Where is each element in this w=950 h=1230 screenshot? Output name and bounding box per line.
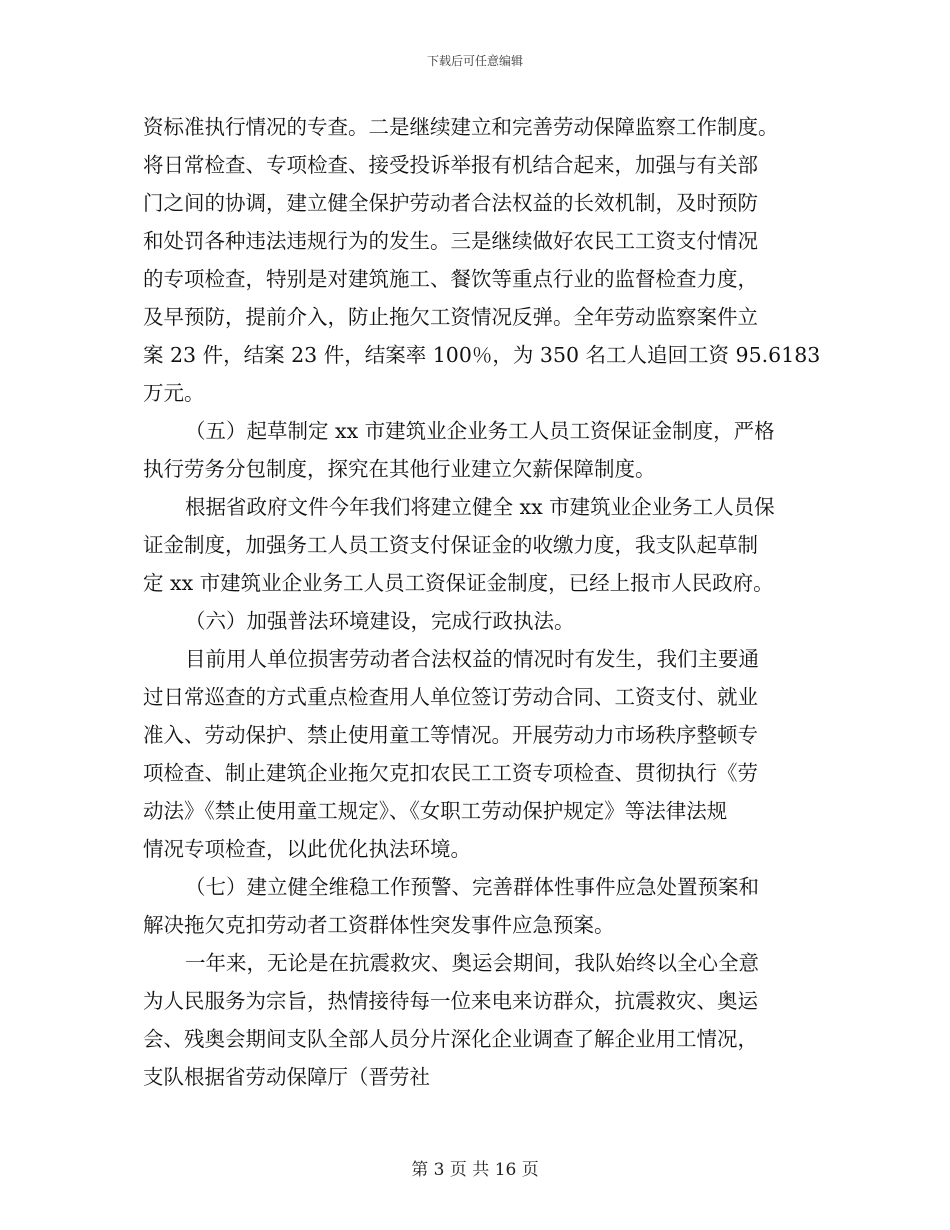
text-line: 解决拖欠克扣劳动者工资群体性突发事件应急预案。 — [143, 913, 615, 937]
section-heading: （六）加强普法环境建设，完成行政执法。 — [185, 609, 575, 633]
text-line: 动法》《禁止使用童工规定》、《女职工劳动保护规定》等法律法规 — [143, 799, 728, 823]
text-line: 将日常检查、专项检查、接受投诉举报有机结合起来，加强与有关部 — [143, 153, 758, 177]
text-line: 证金制度，加强务工人员工资支付保证金的收缴力度，我支队起草制 — [143, 533, 758, 557]
text-line: 情况专项检查，以此优化执法环境。 — [143, 837, 471, 861]
text-line: 和处罚各种违法违规行为的发生。三是继续做好农民工工资支付情况 — [143, 229, 758, 253]
paragraph-start: 根据省政府文件今年我们将建立健全 xx 市建筑业企业务工人员保 — [185, 495, 775, 519]
text-line: 定 xx 市建筑业企业务工人员工资保证金制度，已经上报市人民政府。 — [143, 571, 774, 595]
section-heading: （七）建立健全维稳工作预警、完善群体性事件应急处置预案和 — [185, 875, 759, 899]
section-heading: （五）起草制定 xx 市建筑业企业务工人员工资保证金制度，严格 — [185, 419, 775, 443]
page-number: 第 3 页 共 16 页 — [411, 1160, 539, 1180]
text-line: 及早预防，提前介入，防止拖欠工资情况反弹。全年劳动监察案件立 — [143, 305, 758, 329]
text-line: 的专项检查，特别是对建筑施工、餐饮等重点行业的监督检查力度， — [143, 267, 758, 291]
text-line: 会、残奥会期间支队全部人员分片深化企业调查了解企业用工情况， — [143, 1027, 758, 1051]
paragraph-start: 目前用人单位损害劳动者合法权益的情况时有发生，我们主要通 — [185, 647, 759, 671]
text-line: 准入、劳动保护、禁止使用童工等情况。开展劳动力市场秩序整顿专 — [143, 723, 758, 747]
page-header: 下载后可任意编辑 — [426, 54, 523, 68]
text-line: 为人民服务为宗旨，热情接待每一位来电来访群众，抗震救灾、奥运 — [143, 989, 758, 1013]
text-line: 项检查、制止建筑企业拖欠克扣农民工工资专项检查、贯彻执行《劳 — [143, 761, 758, 785]
text-line: 执行劳务分包制度，探究在其他行业建立欠薪保障制度。 — [143, 457, 656, 481]
text-line: 门之间的协调，建立健全保护劳动者合法权益的长效机制，及时预防 — [143, 191, 758, 215]
text-line: 资标准执行情况的专查。二是继续建立和完善劳动保障监察工作制度。 — [143, 115, 779, 139]
text-line: 过日常巡查的方式重点检查用人单位签订劳动合同、工资支付、就业 — [143, 685, 758, 709]
text-line: 万元。 — [143, 381, 205, 405]
text-line: 支队根据省劳动保障厅（晋劳社 — [143, 1065, 430, 1089]
paragraph-start: 一年来，无论是在抗震救灾、奥运会期间，我队始终以全心全意 — [185, 951, 759, 975]
text-line: 案 23 件，结案 23 件，结案率 100％，为 350 名工人追回工资 95.6183 — [143, 343, 821, 367]
